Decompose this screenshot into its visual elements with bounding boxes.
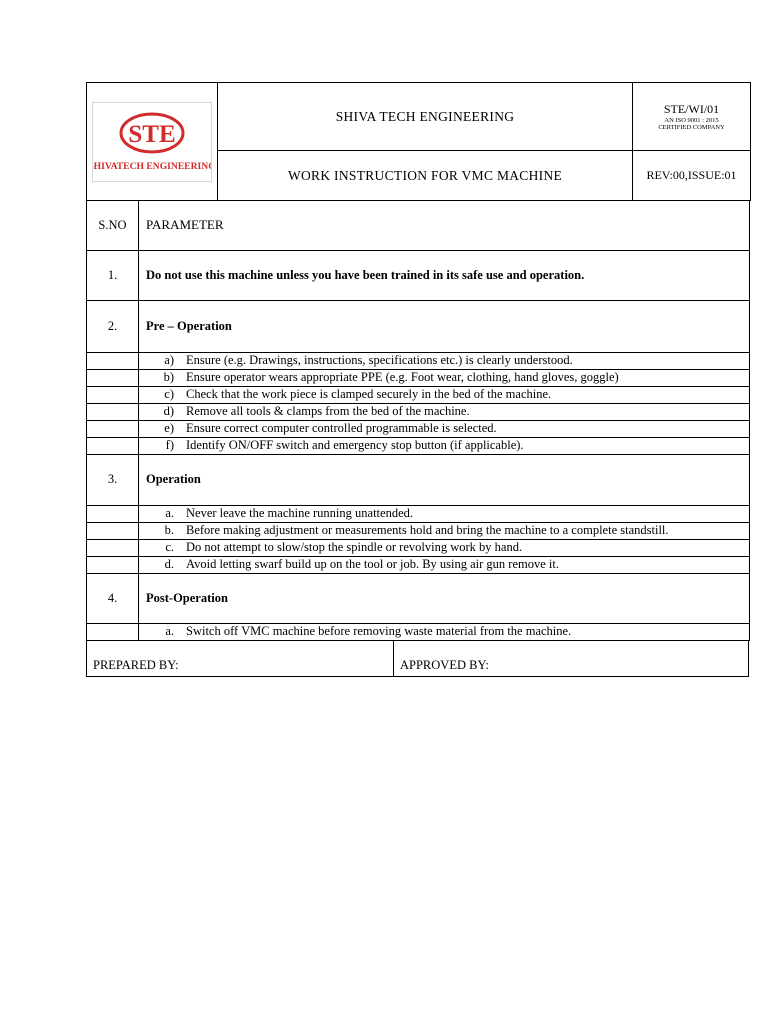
item-marker: c): [164, 387, 174, 401]
list-item: [87, 369, 750, 386]
item-text: Do not attempt to slow/stop the spindle or revolving work by hand.: [186, 540, 523, 554]
section-number: 1.: [87, 250, 139, 300]
column-header-row: [87, 201, 750, 250]
col-sno-header: S.NO: [87, 201, 139, 250]
item-marker: a.: [165, 506, 174, 520]
logo-graphic: [93, 103, 211, 181]
item-text: Before making adjustment or measurements hold and bring the machine to a complete standstill.: [186, 523, 669, 537]
section-number: 3.: [87, 454, 139, 505]
item-text: Ensure (e.g. Drawings, instructions, specifications etc.) is clearly understood.: [186, 353, 573, 367]
list-item: [87, 623, 750, 640]
item-text: Identify ON/OFF switch and emergency stop button (if applicable).: [186, 438, 524, 452]
section-title: Post-Operation: [139, 573, 750, 623]
doc-code-cell: [633, 83, 751, 151]
section-title: Do not use this machine unless you have been trained in its safe use and operation.: [139, 250, 750, 300]
item-marker: a.: [165, 624, 174, 638]
list-item: [87, 352, 750, 369]
revision: REV:00,ISSUE:01: [633, 151, 751, 201]
item-marker: b): [163, 370, 174, 384]
item-marker: b.: [164, 523, 174, 537]
list-item: [87, 386, 750, 403]
doc-title: WORK INSTRUCTION FOR VMC MACHINE: [218, 151, 633, 201]
item-marker: e): [164, 421, 174, 435]
certification-line-1: AN ISO 9001 : 2015: [664, 117, 719, 124]
list-item: [87, 556, 750, 573]
section-row-1: [87, 250, 750, 300]
work-instruction-document: [86, 82, 749, 677]
logo-text: STE: [128, 120, 176, 148]
item-text: Avoid letting swarf build up on the tool or job. By using air gun remove it.: [186, 557, 559, 571]
list-item: [87, 420, 750, 437]
item-marker: d): [163, 404, 174, 418]
logo-subtext: SHIVATECH ENGINEERING: [93, 160, 211, 172]
item-marker: f): [165, 438, 174, 452]
list-item: [87, 437, 750, 454]
list-item: [87, 522, 750, 539]
section-row-2: [87, 300, 750, 352]
section-number: 4.: [87, 573, 139, 623]
item-text: Ensure operator wears appropriate PPE (e.g. Foot wear, clothing, hand gloves, goggle): [186, 370, 619, 384]
item-marker: a): [164, 353, 174, 367]
col-parameter-header: PARAMETER: [139, 201, 750, 250]
list-item: [87, 505, 750, 522]
item-text: Check that the work piece is clamped securely in the bed of the machine.: [186, 387, 552, 401]
parameter-table: [86, 201, 750, 641]
certification-line-2: CERTIFIED COMPANY: [658, 124, 725, 131]
section-title: Pre – Operation: [139, 300, 750, 352]
item-text: Ensure correct computer controlled programmable is selected.: [186, 421, 497, 435]
company-logo: [92, 102, 212, 182]
item-text: Switch off VMC machine before removing waste material from the machine.: [186, 624, 572, 638]
section-number: 2.: [87, 300, 139, 352]
item-marker: c.: [165, 540, 174, 554]
list-item: [87, 403, 750, 420]
section-row-3: [87, 454, 750, 505]
doc-code: STE/WI/01: [663, 102, 720, 116]
item-text: Never leave the machine running unattended.: [186, 506, 413, 520]
section-title: Operation: [139, 454, 750, 505]
header-table: [86, 82, 751, 201]
item-marker: d.: [164, 557, 174, 571]
list-item: [87, 539, 750, 556]
signature-table: [86, 641, 749, 677]
item-text: Remove all tools & clamps from the bed of the machine.: [186, 404, 470, 418]
logo-cell: [87, 83, 218, 201]
section-row-4: [87, 573, 750, 623]
company-name: SHIVA TECH ENGINEERING: [218, 83, 633, 151]
approved-by: APPROVED BY:: [394, 641, 749, 677]
prepared-by: PREPARED BY:: [87, 641, 394, 677]
